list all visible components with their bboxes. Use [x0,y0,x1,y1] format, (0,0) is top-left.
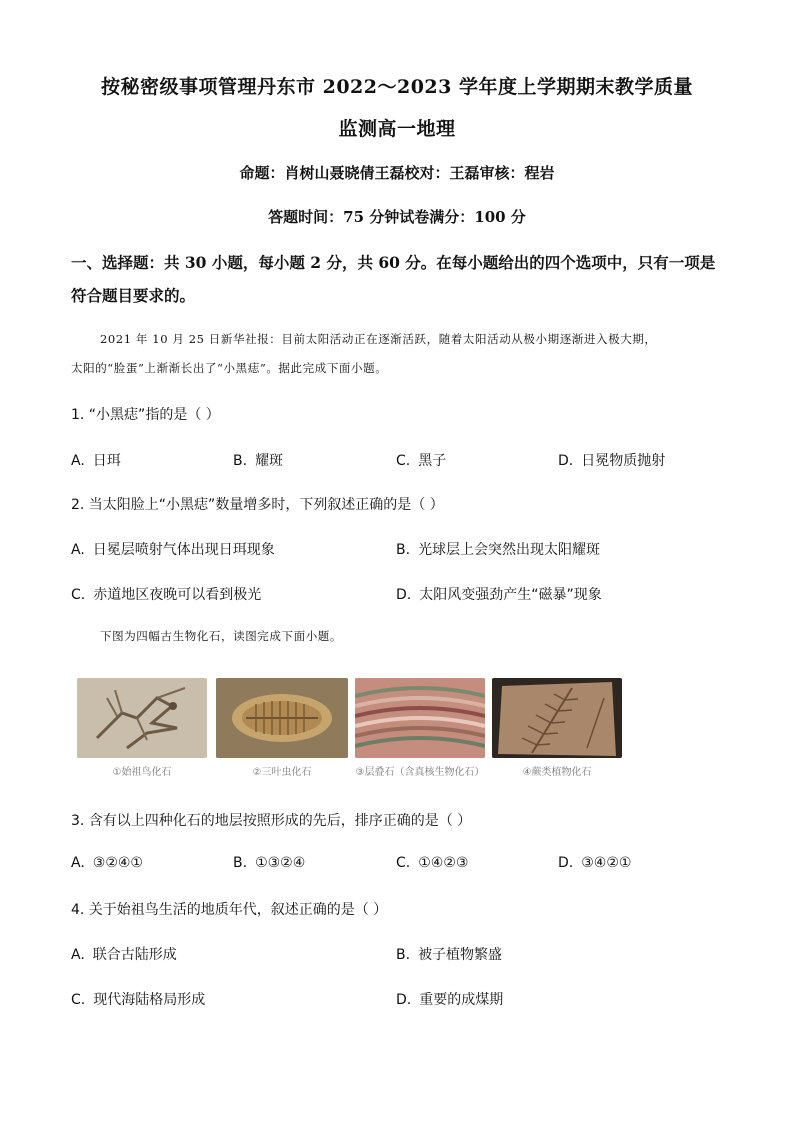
question-2-option-d[interactable] [396,584,602,604]
question-1-stem: 1. “小黑痣”指的是（ ） [71,407,220,423]
question-3-option-d[interactable] [558,855,631,871]
option-text: 日冕物质抛射 [581,453,666,469]
option-text: 日珥 [92,453,121,469]
option-text: 日冕层喷射气体出现日珥现象 [92,542,275,558]
question-4-stem: 4. 关于始祖鸟生活的地质年代，叙述正确的是（ ） [71,902,388,918]
question-1-option-c[interactable] [396,450,446,470]
option-letter: A. [71,453,85,469]
section-heading-line2: 符合题目要求的。 [71,286,196,305]
page-title-line2: 监测高一地理 [338,118,456,140]
option-letter: B. [396,542,411,558]
question-3-stem: 3. 含有以上四种化石的地层按照形成的先后，排序正确的是（ ） [71,813,472,829]
option-text: 重要的成煤期 [419,992,504,1008]
question-2-option-b[interactable] [396,539,600,559]
option-text: 太阳风变强劲产生“磁暴”现象 [419,587,602,603]
passage1-line2: 太阳的“脸蛋”上渐渐长出了“小黑痣”。据此完成下面小题。 [71,361,388,375]
option-text: ③④②① [581,855,632,871]
question-4-option-d[interactable] [396,989,503,1009]
question-2-option-a[interactable] [71,539,275,559]
option-text: 黑子 [418,453,447,469]
question-2-option-c[interactable] [71,584,261,604]
question-4-option-a[interactable] [71,944,177,964]
fossil-caption-1: ①始祖鸟化石 [112,767,172,778]
option-letter: C. [71,992,86,1008]
question-3-option-b[interactable] [233,855,305,871]
option-letter: B. [233,855,248,871]
archaeopteryx-fossil-image [77,678,207,758]
question-1-option-b[interactable] [233,450,283,470]
option-letter: C. [396,453,411,469]
option-text: 赤道地区夜晚可以看到极光 [93,587,262,603]
option-letter: A. [71,947,85,963]
fossil-caption-3: ③层叠石（含真核生物化石） [355,767,485,778]
option-text: ①④②③ [418,855,469,871]
time-score-line: 答题时间：75 分钟试卷满分：100 分 [268,208,526,226]
option-letter: B. [396,947,411,963]
option-text: 耀斑 [255,453,284,469]
option-letter: D. [396,992,412,1008]
section-heading-line1: 一、选择题：共 30 小题，每小题 2 分，共 60 分。在每小题给出的四个选项中，只有一项是 [71,253,716,272]
question-3-option-c[interactable] [396,855,468,871]
option-letter: D. [558,453,574,469]
option-letter: C. [396,855,411,871]
question-3-option-a[interactable] [71,855,143,871]
question-2-stem: 2. 当太阳脸上“小黑痣”数量增多时，下列叙述正确的是（ ） [71,497,444,513]
passage1-line1: 2021 年 10 月 25 日新华社报：目前太阳活动正在逐渐活跃，随着太阳活动从极小期逐渐进入极大期， [100,332,657,346]
fossil-caption-2: ②三叶虫化石 [252,767,312,778]
question-4-option-b[interactable] [396,944,502,964]
option-letter: D. [558,855,574,871]
option-letter: A. [71,855,85,871]
stromatolite-fossil-image [355,678,485,758]
option-text: 联合古陆形成 [92,947,177,963]
question-4-option-c[interactable] [71,989,205,1009]
option-text: 被子植物繁盛 [418,947,503,963]
option-letter: D. [396,587,412,603]
option-letter: B. [233,453,248,469]
option-text: 现代海陆格局形成 [93,992,206,1008]
option-letter: A. [71,542,85,558]
page-title-line1: 按秘密级事项管理丹东市 2022～2023 学年度上学期期末教学质量 [101,76,693,98]
question-1-option-d[interactable] [558,450,665,470]
trilobite-fossil-image [216,678,348,758]
fossil-caption-4: ④蕨类植物化石 [522,767,592,778]
question-1-option-a[interactable] [71,450,121,470]
option-text: ③②④① [92,855,143,871]
option-text: ①③②④ [255,855,306,871]
option-letter: C. [71,587,86,603]
option-text: 光球层上会突然出现太阳耀斑 [418,542,601,558]
authors-line: 命题：肖树山聂晓倩王磊校对：王磊审核：程岩 [239,164,555,182]
passage2-line1: 下图为四幅古生物化石，读图完成下面小题。 [100,629,342,643]
fern-fossil-image [492,678,622,758]
